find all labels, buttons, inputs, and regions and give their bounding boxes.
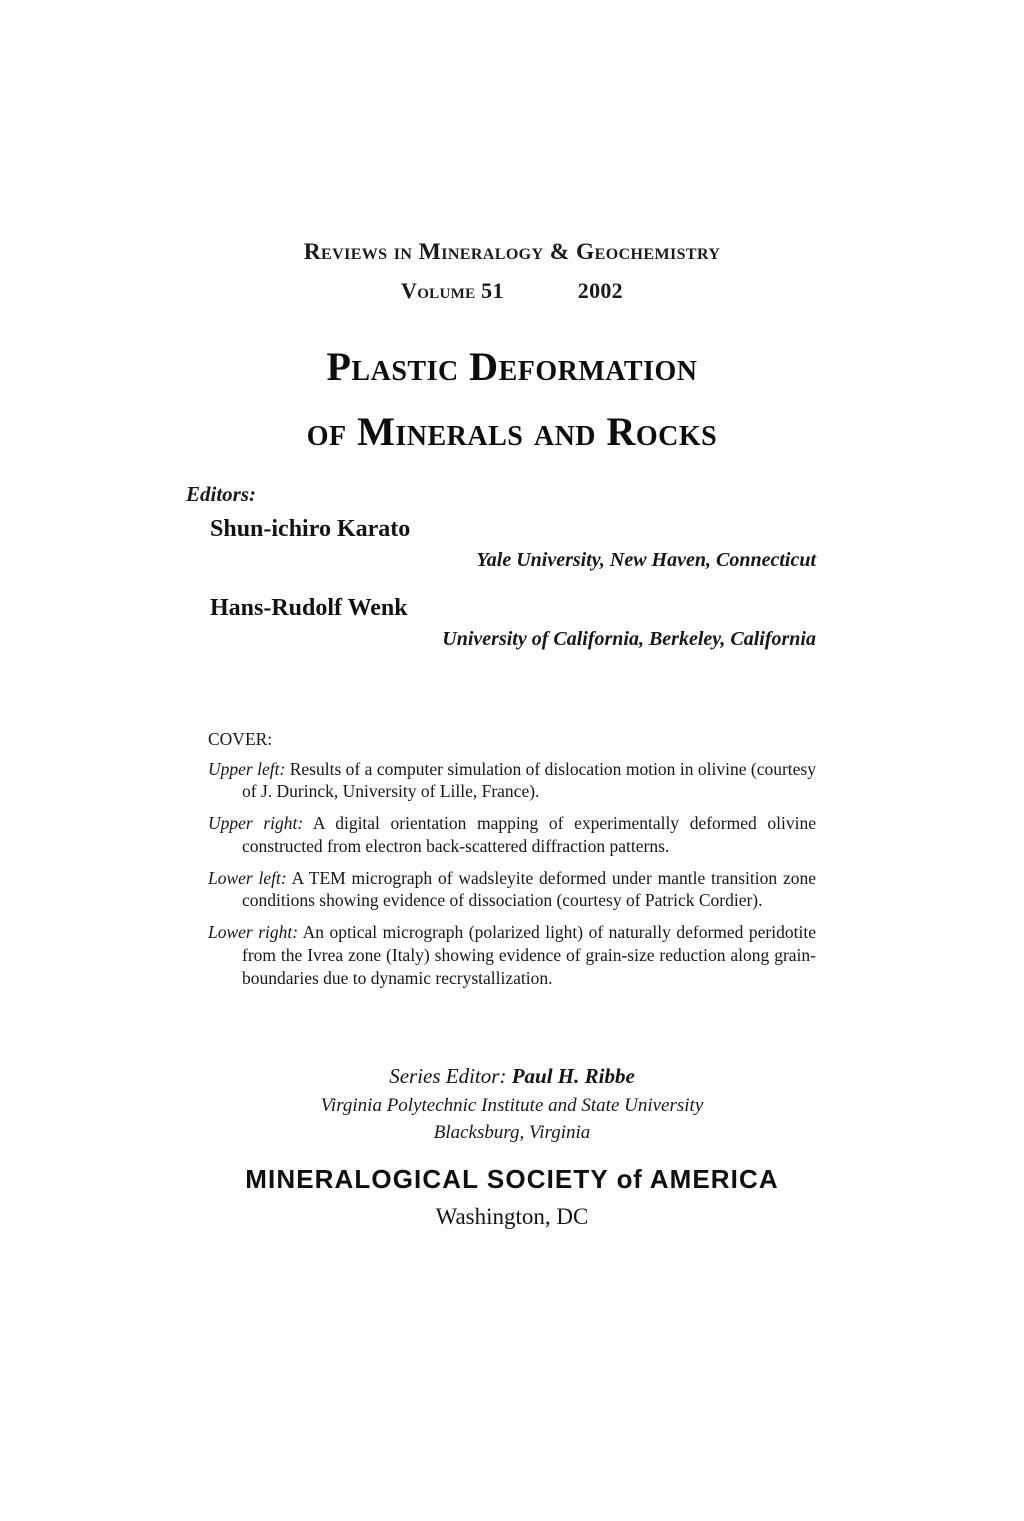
page-title-line-2: of Minerals and Rocks bbox=[306, 408, 718, 454]
cover-item-description: A TEM micrograph of wadsleyite deformed under mantle transition zone conditions showing evidence of dissociation (courtesy of Patrick Cordier). bbox=[242, 867, 816, 911]
editors-block bbox=[186, 482, 818, 652]
cover-item-position: Lower left: bbox=[208, 867, 287, 888]
series-title: Reviews in Mineralogy & Geochemistry bbox=[303, 239, 721, 265]
publisher-city: Washington, DC bbox=[435, 1204, 589, 1230]
publication-year: 2002 bbox=[577, 277, 623, 303]
series-editor-line bbox=[0, 1062, 1024, 1090]
series-header bbox=[0, 240, 1024, 304]
page-title bbox=[0, 335, 1024, 465]
series-editor-block bbox=[0, 1062, 1024, 1147]
cover-item bbox=[208, 812, 816, 858]
editor-entry bbox=[186, 593, 818, 652]
cover-item bbox=[208, 758, 816, 804]
editors-label: Editors: bbox=[186, 482, 257, 506]
editor-affiliation: Yale University, New Haven, Connecticut bbox=[476, 549, 816, 572]
cover-description-block bbox=[208, 728, 816, 998]
cover-heading: COVER: bbox=[208, 729, 273, 749]
editor-name: Hans-Rudolf Wenk bbox=[210, 595, 408, 622]
cover-item-description: A digital orientation mapping of experimentally deformed olivine constructed from electron back-scattered diffraction patterns. bbox=[242, 813, 816, 856]
series-editor-label: Series Editor: bbox=[389, 1064, 512, 1088]
volume-number: Volume 51 bbox=[401, 277, 504, 303]
cover-item-description: An optical micrograph (polarized light) of naturally deformed peridotite from the Ivrea zone (Italy) showing evidence of grain-size reduction along grain-boundaries due to dynamic recrystallization. bbox=[242, 922, 816, 988]
editor-entry bbox=[186, 514, 818, 573]
series-editor-institution: Virginia Polytechnic Institute and State University bbox=[320, 1095, 704, 1117]
page-title-line-1: Plastic Deformation bbox=[326, 344, 698, 389]
publisher-name-part-2: AMERICA bbox=[642, 1164, 779, 1194]
cover-item-position: Upper left: bbox=[208, 758, 286, 779]
publisher-name bbox=[0, 1164, 1024, 1195]
series-editor-city: Blacksburg, Virginia bbox=[433, 1121, 591, 1143]
cover-item-position: Lower right: bbox=[208, 922, 299, 943]
volume-year-line bbox=[0, 278, 1024, 304]
editor-affiliation: University of California, Berkeley, California bbox=[442, 628, 816, 651]
cover-item-description: Results of a computer simulation of dislocation motion in olivine (courtesy of J. Durinck, University of Lille, France). bbox=[242, 758, 816, 802]
series-editor-name: Paul H. Ribbe bbox=[511, 1064, 635, 1088]
publisher-name-of: of bbox=[616, 1164, 643, 1194]
publisher-name-part-1: MINERALOGICAL SOCIETY bbox=[245, 1164, 617, 1194]
cover-item bbox=[208, 921, 816, 989]
cover-item bbox=[208, 867, 816, 913]
publisher-block bbox=[0, 1164, 1024, 1231]
cover-item-position: Upper right: bbox=[208, 813, 304, 834]
editor-name: Shun-ichiro Karato bbox=[210, 516, 411, 543]
